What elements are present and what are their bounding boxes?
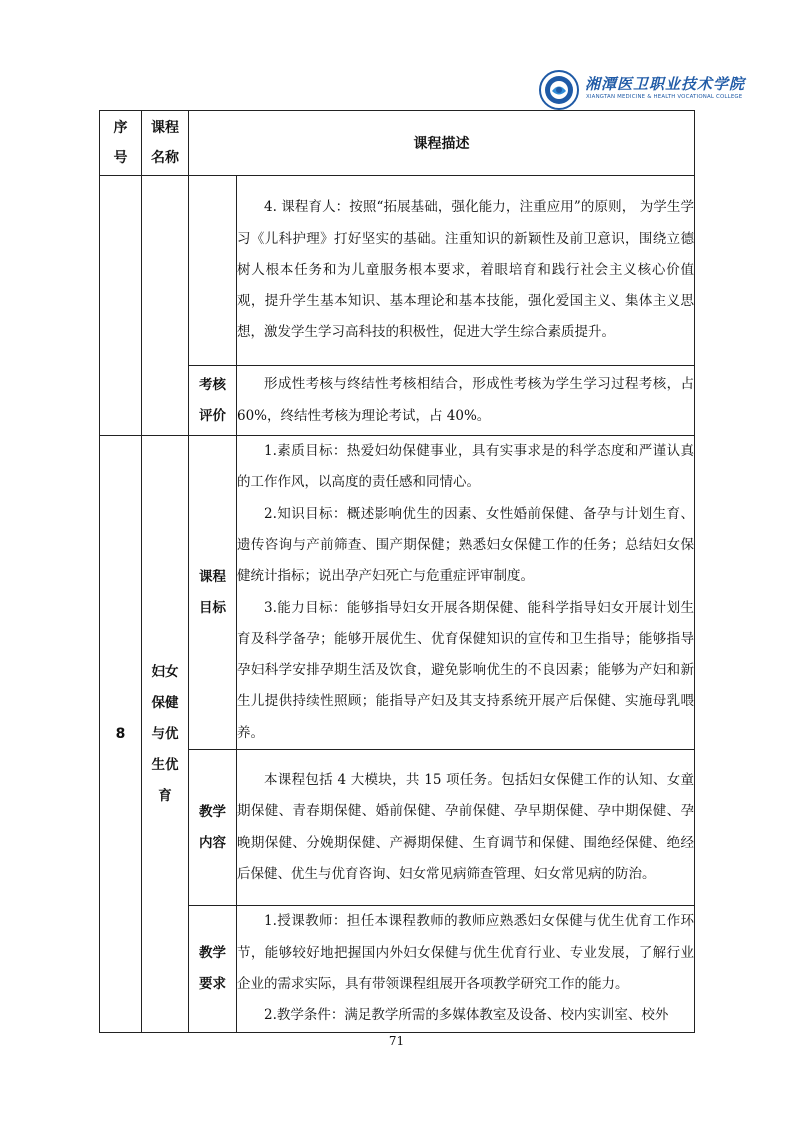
header-seq-line2: 号 (113, 150, 128, 166)
requirement-teacher: 1.授课教师：担任本课程教师的教师应熟悉妇女保健与优生优育工作环节，能够较好地把握国内外妇女保健与优生优育行业、专业发展，了解行业企业的需求实际，具有带领课程组展开各项教学研究工作的能力。 (237, 913, 694, 992)
college-name-cn: 湘潭医卫职业技术学院 (585, 75, 746, 93)
prev-label-cell (189, 176, 237, 366)
content-label-line2: 内容 (199, 834, 226, 851)
header-seq-line1: 序 (113, 120, 128, 136)
header-name-line1: 课程 (151, 120, 179, 136)
prev-moral-cell (237, 176, 695, 366)
table-row (100, 436, 695, 750)
page-number: 71 (388, 1034, 405, 1048)
table-header-row (100, 111, 695, 176)
requirement-cell (237, 906, 695, 1033)
college-emblem-icon (539, 70, 579, 110)
course-table (99, 110, 695, 1033)
goal-quality: 1.素质目标：热爱妇幼保健事业，具有实事求是的科学态度和严谨认真的工作作风，以高度的责任感和同情心。 (237, 443, 694, 491)
header-name-line2: 名称 (151, 150, 179, 166)
course-name-line2: 保健 (151, 694, 179, 711)
college-logo (539, 70, 746, 112)
requirement-label (189, 906, 237, 1033)
goal-label-line2: 目标 (199, 599, 226, 616)
table-row (100, 750, 695, 906)
assess-cell (237, 366, 695, 436)
goal-cell (237, 436, 695, 750)
goal-label (189, 436, 237, 750)
assess-paragraph: 形成性考核与终结性考核相结合，形成性考核为学生学习过程考核，占 60%，终结性考核为理论考试，占 40%。 (237, 376, 694, 424)
prev-seq-cell (100, 176, 142, 436)
content-cell (237, 750, 695, 906)
requirement-label-line1: 教学 (199, 945, 226, 961)
course-name-line1: 妇女 (151, 663, 179, 680)
goal-label-line1: 课程 (199, 568, 226, 585)
table-row (100, 366, 695, 436)
course-seq: 8 (100, 436, 142, 1033)
content-label-line1: 教学 (199, 803, 226, 820)
assess-label-line2: 评价 (199, 407, 226, 424)
course-name-line3: 与优 (151, 725, 179, 742)
content-paragraph: 本课程包括 4 大模块，共 15 项任务。包括妇女保健工作的认知、女童期保健、青春期保健、婚前保健、孕前保健、孕早期保健、孕中期保健、孕晚期保健、分娩期保健、产褥期保健、生育调节和保健、围绝经保健、绝经后保健、优生与优育咨询、妇女常见病筛查管理、妇女常见病的防治。 (237, 771, 694, 882)
goal-knowledge: 2.知识目标：概述影响优生的因素、女性婚前保健、备孕与计划生育、遗传咨询与产前筛查、围产期保健；熟悉妇女保健工作的任务；总结妇女保健统计指标；说出孕产妇死亡与危重症评审制度。 (237, 505, 694, 585)
header-seq (100, 111, 142, 176)
table-row (100, 176, 695, 366)
assess-label (189, 366, 237, 436)
requirement-label-line2: 要求 (199, 976, 226, 992)
goal-ability: 3.能力目标：能够指导妇女开展各期保健、能科学指导妇女开展计划生育及科学备孕；能够开展优生、优育保健知识的宣传和卫生指导；能够指导孕妇科学安排孕期生活及饮食，避免影响优生的不良因素；能够为产妇和新生儿提供持续性照顾；能指导产妇及其支持系统开展产后保健、实施母乳喂养。 (237, 599, 694, 741)
assess-label-line1: 考核 (199, 376, 226, 393)
course-name-line4: 生优 (151, 756, 179, 773)
course-name (142, 436, 189, 1033)
requirement-conditions: 2.教学条件：满足教学所需的多媒体教室及设备、校内实训室、校外 (264, 1007, 669, 1024)
header-course-desc: 课程描述 (189, 111, 695, 176)
course-name-line5: 育 (158, 787, 172, 804)
prev-name-cell (142, 176, 189, 436)
table-row (100, 906, 695, 1033)
content-label (189, 750, 237, 906)
moral-paragraph: 4. 课程育人：按照“拓展基础，强化能力，注重应用”的原则， 为学生学习《儿科护理》打好坚实的基础。注重知识的新颖性及前卫意识，围绕立德树人根本任务和为儿童服务根本要求，着眼培育和践行社会主义核心价值观，提升学生基本知识、基本理论和基本技能，强化爱国主义、集体主义思想，激发学生学习高科技的积极性，促进大学生综合素质提升。 (237, 199, 694, 341)
college-name-en: XIANGTAN MEDICINE & HEALTH VOCATIONAL COLLEGE (586, 94, 743, 100)
header-course-name (142, 111, 189, 176)
